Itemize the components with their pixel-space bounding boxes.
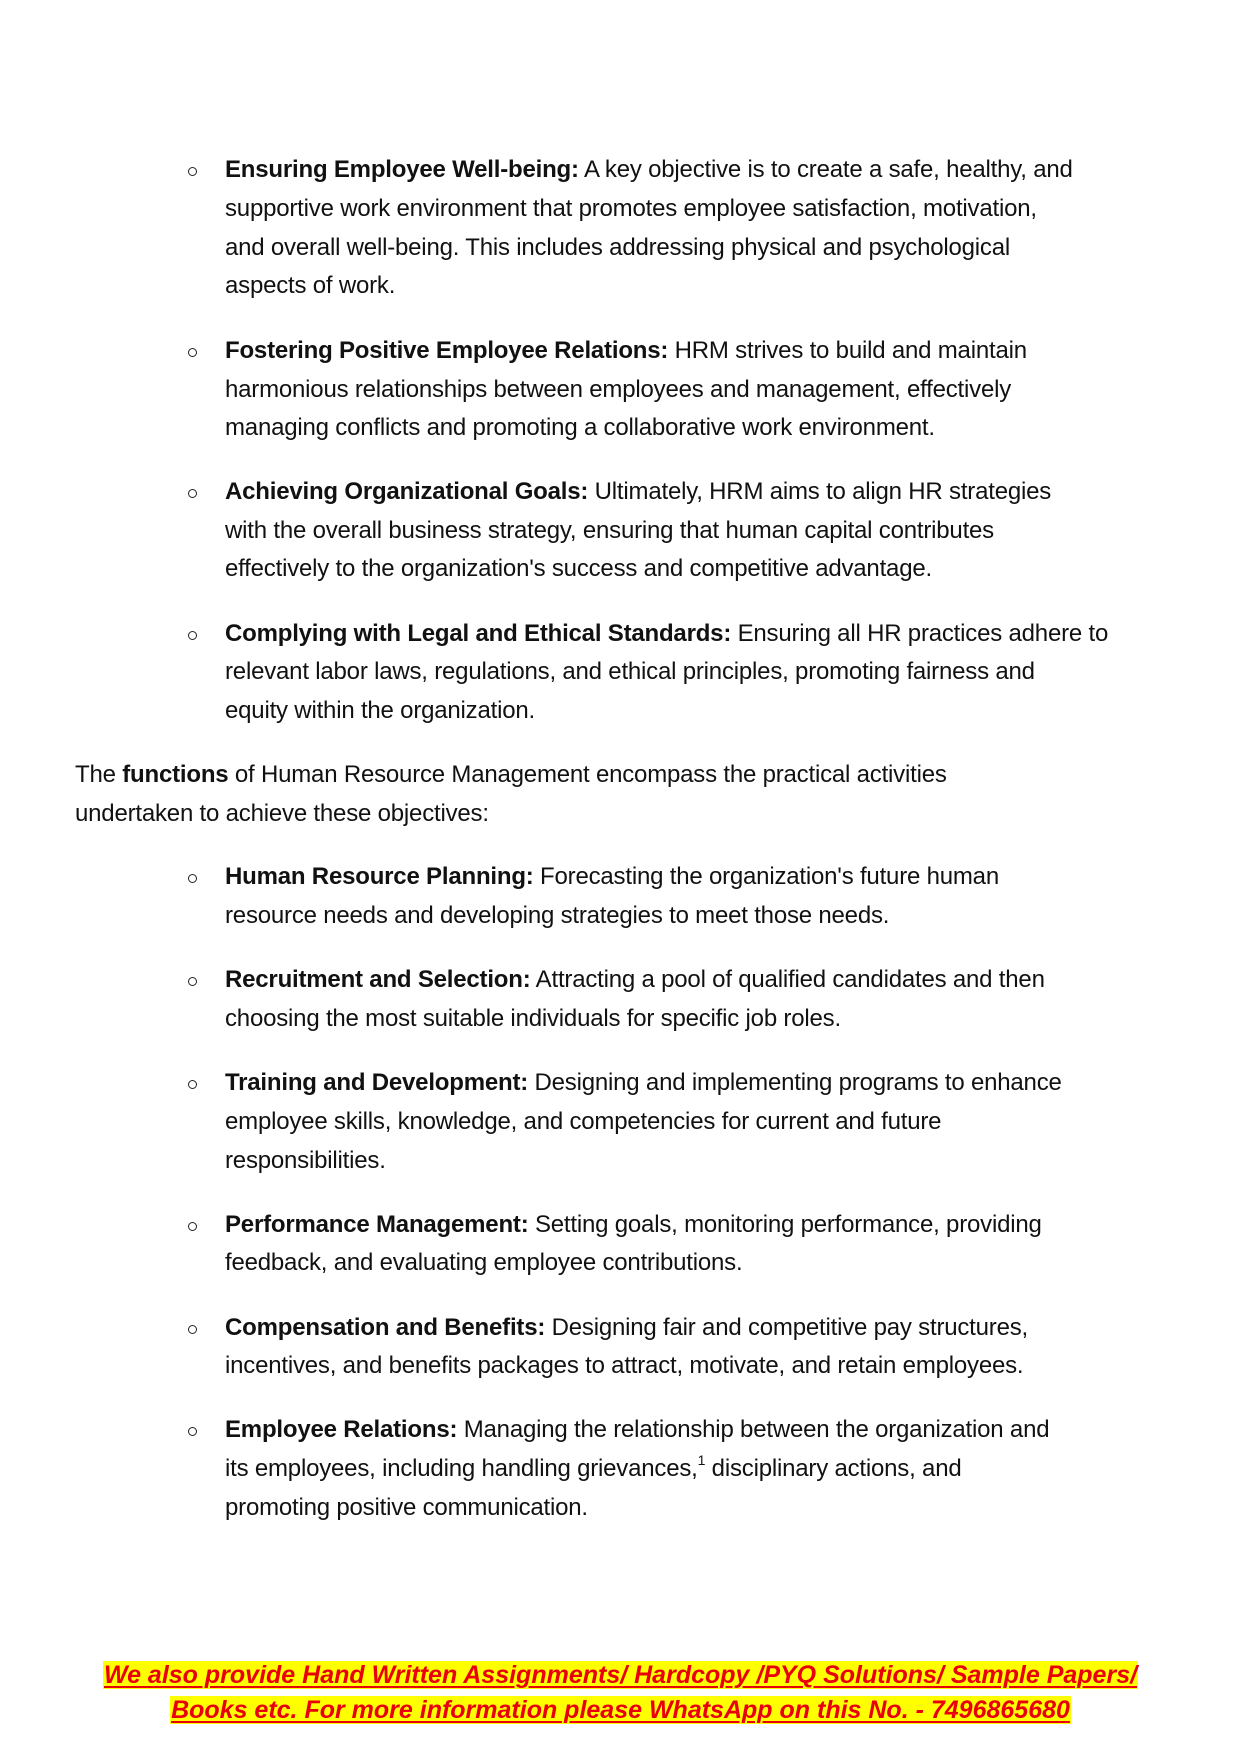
item-text: Designing fair and competitive pay structures, [545,1314,1029,1341]
bullet-icon [188,1427,197,1436]
item-text: supportive work environment that promotes employee satisfaction, motivation, [225,195,1037,222]
intro-bold-term: functions [122,761,229,788]
promo-footer-line-1 [0,1659,1241,1692]
promo-text: Books etc. For more information please WhatsApp on this No. - 7496865680 [171,1696,1070,1724]
item-text: Attracting a pool of qualified candidates and then [530,966,1045,993]
item-text: Setting goals, monitoring performance, providing [528,1211,1042,1238]
list-item-title-line [225,336,1027,366]
intro-line [75,760,947,790]
bullet-icon [188,874,197,883]
bullet-icon [188,489,197,498]
item-text: Forecasting the organization's future human [533,863,999,890]
item-text: feedback, and evaluating employee contributions. [225,1249,743,1276]
item-title: Human Resource Planning: [225,863,534,890]
item-title: Performance Management: [225,1211,529,1238]
item-text: choosing the most suitable individuals for specific job roles. [225,1005,841,1032]
bullet-icon [188,1325,197,1334]
item-text: equity within the organization. [225,697,535,724]
item-text: effectively to the organization's success and competitive advantage. [225,555,932,582]
list-item-title-line [225,965,1045,995]
bullet-icon [188,1222,197,1231]
list-item-title-line [225,477,1051,507]
bullet-icon [188,631,197,640]
list-item-title-line [225,1210,1042,1240]
item-text [225,1454,962,1484]
item-title: Training and Development: [225,1069,529,1096]
bullet-icon [188,167,197,176]
list-item-title-line [225,1415,1049,1445]
item-text: aspects of work. [225,272,396,299]
item-text: relevant labor laws, regulations, and ethical principles, promoting fairness and [225,658,1035,685]
item-text: A key objective is to create a safe, healthy, and [578,156,1073,183]
list-item-title-line [225,1068,1062,1098]
item-title: Achieving Organizational Goals: [225,478,589,505]
item-text: HRM strives to build and maintain [668,337,1027,364]
item-title: Employee Relations: [225,1416,458,1443]
list-item-title-line [225,862,999,892]
item-text: and overall well-being. This includes addressing physical and psychological [225,234,1011,261]
item-text: employee skills, knowledge, and competencies for current and future [225,1108,942,1135]
item-title: Recruitment and Selection: [225,966,531,993]
list-item-title-line [225,155,1073,185]
promo-footer-line-2 [0,1694,1241,1727]
item-title: Fostering Positive Employee Relations: [225,337,669,364]
item-text: promoting positive communication. [225,1494,588,1521]
item-text: Ensuring all HR practices adhere to [731,620,1109,647]
item-text: with the overall business strategy, ensuring that human capital contributes [225,517,994,544]
intro-line: undertaken to achieve these objectives: [75,800,489,827]
item-title: Complying with Legal and Ethical Standards: [225,620,732,647]
intro-text: of Human Resource Management encompass the practical activities [228,761,947,788]
item-text: disciplinary actions, and [705,1455,962,1482]
item-text: harmonious relationships between employees and management, effectively [225,376,1012,403]
list-item-title-line [225,619,1108,649]
bullet-icon [188,348,197,357]
item-text: Managing the relationship between the organization and [457,1416,1050,1443]
item-text: its employees, including handling grievances, [225,1455,698,1482]
item-text: managing conflicts and promoting a collaborative work environment. [225,414,935,441]
bullet-icon [188,1080,197,1089]
footnote-reference[interactable]: 1 [697,1452,706,1468]
intro-text: The [75,761,123,788]
list-item-title-line [225,1313,1028,1343]
item-text: Designing and implementing programs to enhance [528,1069,1062,1096]
promo-text: We also provide Hand Written Assignments/ Hardcopy /PYQ Solutions/ Sample Papers/ [103,1661,1138,1689]
item-text: incentives, and benefits packages to attract, motivate, and retain employees. [225,1352,1024,1379]
item-text: responsibilities. [225,1147,386,1174]
item-title: Ensuring Employee Well-being: [225,156,579,183]
item-text: Ultimately, HRM aims to align HR strategies [588,478,1052,505]
bullet-icon [188,977,197,986]
item-title: Compensation and Benefits: [225,1314,546,1341]
item-text: resource needs and developing strategies to meet those needs. [225,902,890,929]
